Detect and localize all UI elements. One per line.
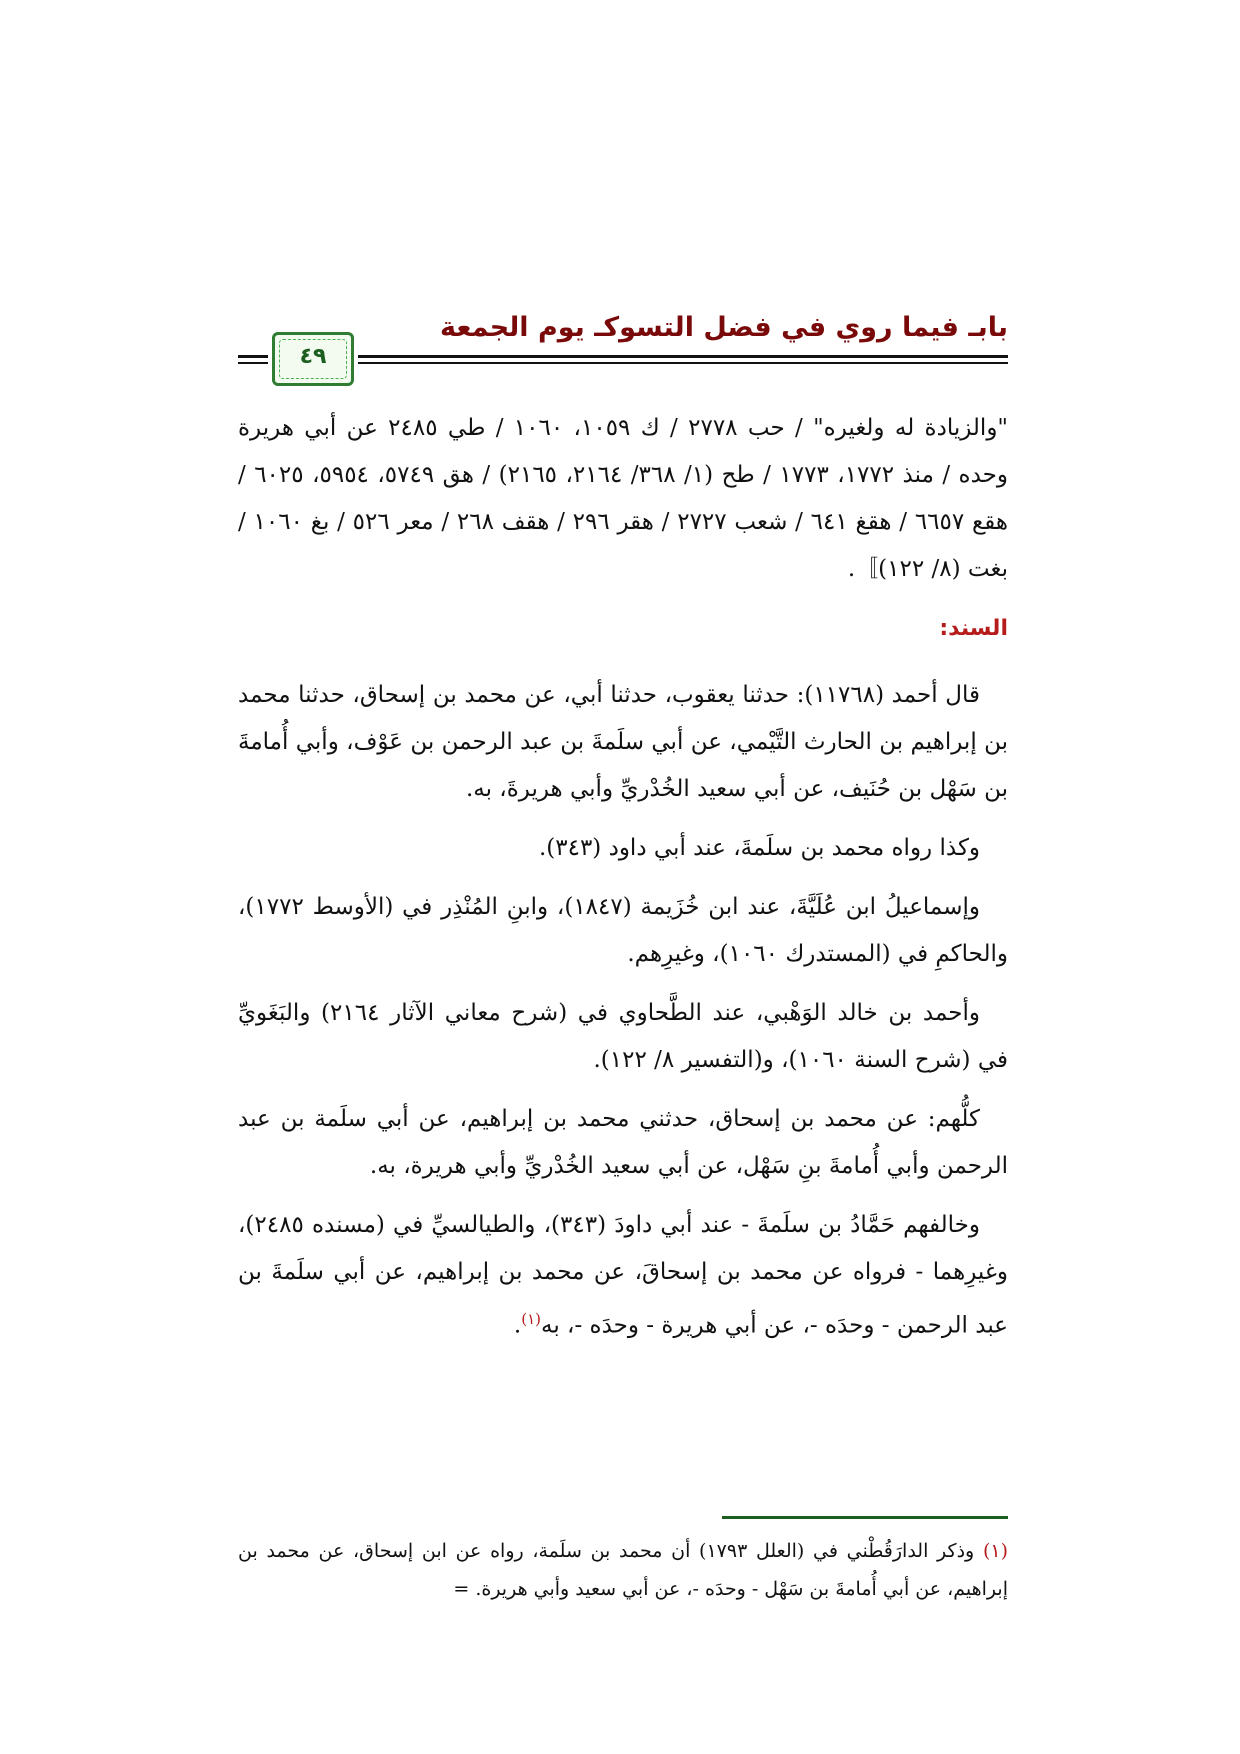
paragraph: وأحمد بن خالد الوَهْبي، عند الطَّحاوي في (شرح معاني الآثار ٢١٦٤) والبَغَويِّ في (شرح السنة ١٠٦٠)، و(التفسير ٨/ ١٢٢). xyxy=(238,1000,1008,1073)
chapter-title: بابـ فيما روي في فضل التسوكـ يوم الجمعة xyxy=(439,312,1008,343)
footnote-divider xyxy=(722,1516,1008,1519)
paragraph: كلُّهم: عن محمد بن إسحاق، حدثني محمد بن إبراهيم، عن أبي سلَمة بن عبد الرحمن وأبي أُمامةَ بنِ سَهْل، عن أبي سعيد الخُدْريِّ وأبي هريرة، به. xyxy=(238,1106,1008,1179)
header-rule-left xyxy=(238,355,268,358)
header-rule xyxy=(358,355,1008,358)
paragraph: وكذا رواه محمد بن سلَمةَ، عند أبي داود (٣٤٣). xyxy=(538,835,980,861)
paragraph: وإسماعيلُ ابن عُلَيَّةَ، عند ابن خُزَيمة (١٨٤٧)، وابنِ المُنْذِر في (الأوسط ١٧٧٢)، والحاكمِ في (المستدرك ١٠٦٠)، وغيرِهم. xyxy=(238,894,1008,967)
sanad-heading: السند: xyxy=(939,616,1008,641)
page-header xyxy=(238,312,1008,387)
paragraph-last-text: وخالفهم حَمَّادُ بن سلَمةَ - عند أبي داودَ (٣٤٣)، والطيالسيِّ في (مسنده ٢٤٨٥)، وغيرِهما - فرواه عن محمد بن إسحاقَ، عن محمد بن إبراهيم، عن أبي سلَمةَ بن عبد الرحمن - وحدَه -، عن أبي هريرة - وحدَه -، به xyxy=(238,1212,1008,1339)
references-paragraph: "والزيادة له ولغيره" / حب ٢٧٧٨ / ك ١٠٥٩، ١٠٦٠ / طي ٢٤٨٥ عن أبي هريرة وحده / منذ ١٧٧٢، ١٧٧٣ / طح (١/ ٣٦٨/ ٢١٦٤، ٢١٦٥) / هق ٥٧٤٩، ٥٩٥٤، ٦٠٢٥ / هقع ٦٦٥٧ / هقغ ٦٤١ / شعب ٢٧٢٧ / هقر ٢٩٦ / هقف ٢٦٨ / معر ٥٢٦ / بغ ١٠٦٠ / بغت (٨/ ١٢٢)〛. xyxy=(238,415,1009,582)
page-number-badge xyxy=(272,332,354,386)
footnote xyxy=(238,1532,1008,1608)
header-rule-thin xyxy=(358,362,1008,364)
footnote-text: وذكر الدارَقُطْني في (العلل ١٧٩٣) أن محمد بن سلَمة، رواه عن ابن إسحاق، عن محمد بن إبراهيم، عن أبي أُمامةَ بن سَهْل - وحدَه -، عن أبي سعيد وأبي هريرة. = xyxy=(238,1540,1008,1600)
paragraph: قال أحمد (١١٧٦٨): حدثنا يعقوب، حدثنا أبي، عن محمد بن إسحاق، حدثنا محمد بن إبراهيم بن الحارث التَّيْمي، عن أبي سلَمةَ بن عبد الرحمن بن عَوْف، وأبي أُمامةَ بن سَهْل بن حُنَيف، عن أبي سعيد الخُدْريِّ وأبي هريرةَ، به. xyxy=(238,682,1008,802)
paragraph-last-end: . xyxy=(513,1312,522,1339)
footnote-number: (١) xyxy=(982,1540,1008,1562)
page-number: ٤٩ xyxy=(299,344,327,369)
paragraph-last xyxy=(238,1202,1008,1350)
header-rule-left-thin xyxy=(238,362,268,364)
main-text xyxy=(238,405,1008,1362)
footnote-reference[interactable]: (١) xyxy=(521,1310,541,1328)
